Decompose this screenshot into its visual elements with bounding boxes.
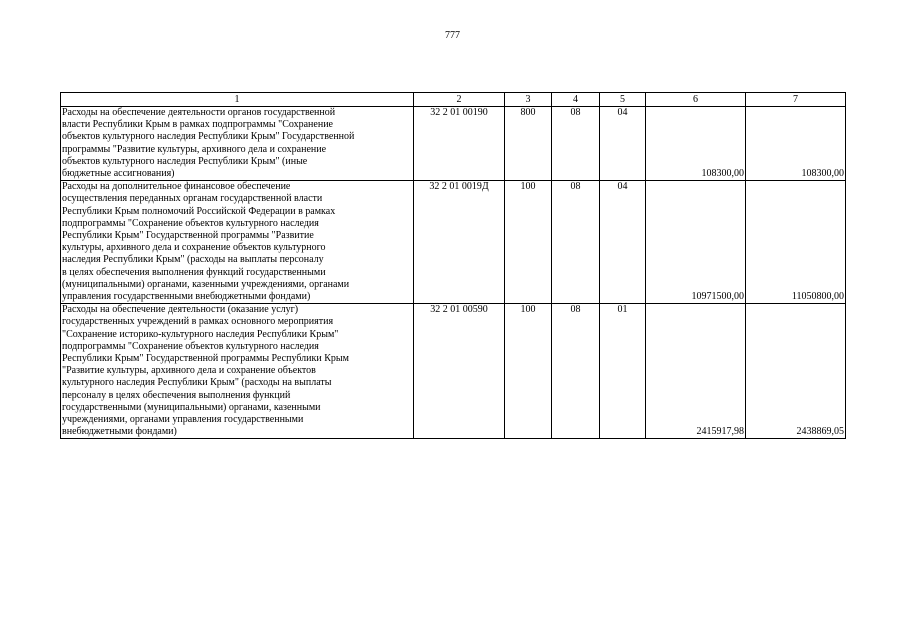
row-expense-type: 800: [505, 107, 552, 181]
column-header-1: 1: [61, 93, 414, 107]
row-target-code: 32 2 01 00190: [414, 107, 505, 181]
row-amount-2: 2438869,05: [746, 304, 846, 439]
row-description: Расходы на обеспечение деятельности (оказание услуг) государственных учреждений в рамках основного мероприятия "Сохранение историко-культурного наследия Республики Крым" подпрограммы "Сохранение объектов культурного наследия Республики Крым" Государственной программы Республики Крым "Развитие культуры, архивного дела и сохранение объектов культурного наследия Республики Крым" (расходы на выплаты персоналу в целях обеспечения выполнения функций государственными (муниципальными) органами, казенными учреждениями, органами управления государственными внебюджетными фондами): [61, 304, 414, 439]
column-header-6: 6: [646, 93, 746, 107]
row-section: 08: [552, 107, 600, 181]
page-number: 777: [445, 30, 460, 41]
row-section: 08: [552, 181, 600, 304]
column-header-4: 4: [552, 93, 600, 107]
row-expense-type: 100: [505, 304, 552, 439]
table-row: [61, 107, 846, 181]
row-amount-2: 11050800,00: [746, 181, 846, 304]
table-header-row: [61, 93, 846, 107]
row-amount-1: 2415917,98: [646, 304, 746, 439]
row-description: Расходы на дополнительное финансовое обеспечение осуществления переданных органам государственной власти Республики Крым полномочий Российской Федерации в рамках подпрограммы "Сохранение объектов культурного наследия Республики Крым" Государственной программы "Развитие культуры, архивного дела и сохранение объектов культурного наследия Республики Крым" (расходы на выплаты персоналу в целях обеспечения выполнения функций государственными (муниципальными) органами, казенными учреждениями, органами управления государственными внебюджетными фондами): [61, 181, 414, 304]
budget-table: [60, 92, 846, 439]
row-target-code: 32 2 01 00590: [414, 304, 505, 439]
row-expense-type: 100: [505, 181, 552, 304]
row-description: Расходы на обеспечение деятельности органов государственной власти Республики Крым в рамках подпрограммы "Сохранение объектов культурного наследия Республики Крым" Государственной программы "Развитие культуры, архивного дела и сохранение объектов культурного наследия Республики Крым" (иные бюджетные ассигнования): [61, 107, 414, 181]
table-row: [61, 181, 846, 304]
row-subsection: 04: [600, 181, 646, 304]
column-header-2: 2: [414, 93, 505, 107]
row-amount-1: 108300,00: [646, 107, 746, 181]
row-subsection: 04: [600, 107, 646, 181]
column-header-5: 5: [600, 93, 646, 107]
row-section: 08: [552, 304, 600, 439]
row-amount-2: 108300,00: [746, 107, 846, 181]
row-subsection: 01: [600, 304, 646, 439]
row-amount-1: 10971500,00: [646, 181, 746, 304]
column-header-7: 7: [746, 93, 846, 107]
column-header-3: 3: [505, 93, 552, 107]
table-row: [61, 304, 846, 439]
row-target-code: 32 2 01 0019Д: [414, 181, 505, 304]
